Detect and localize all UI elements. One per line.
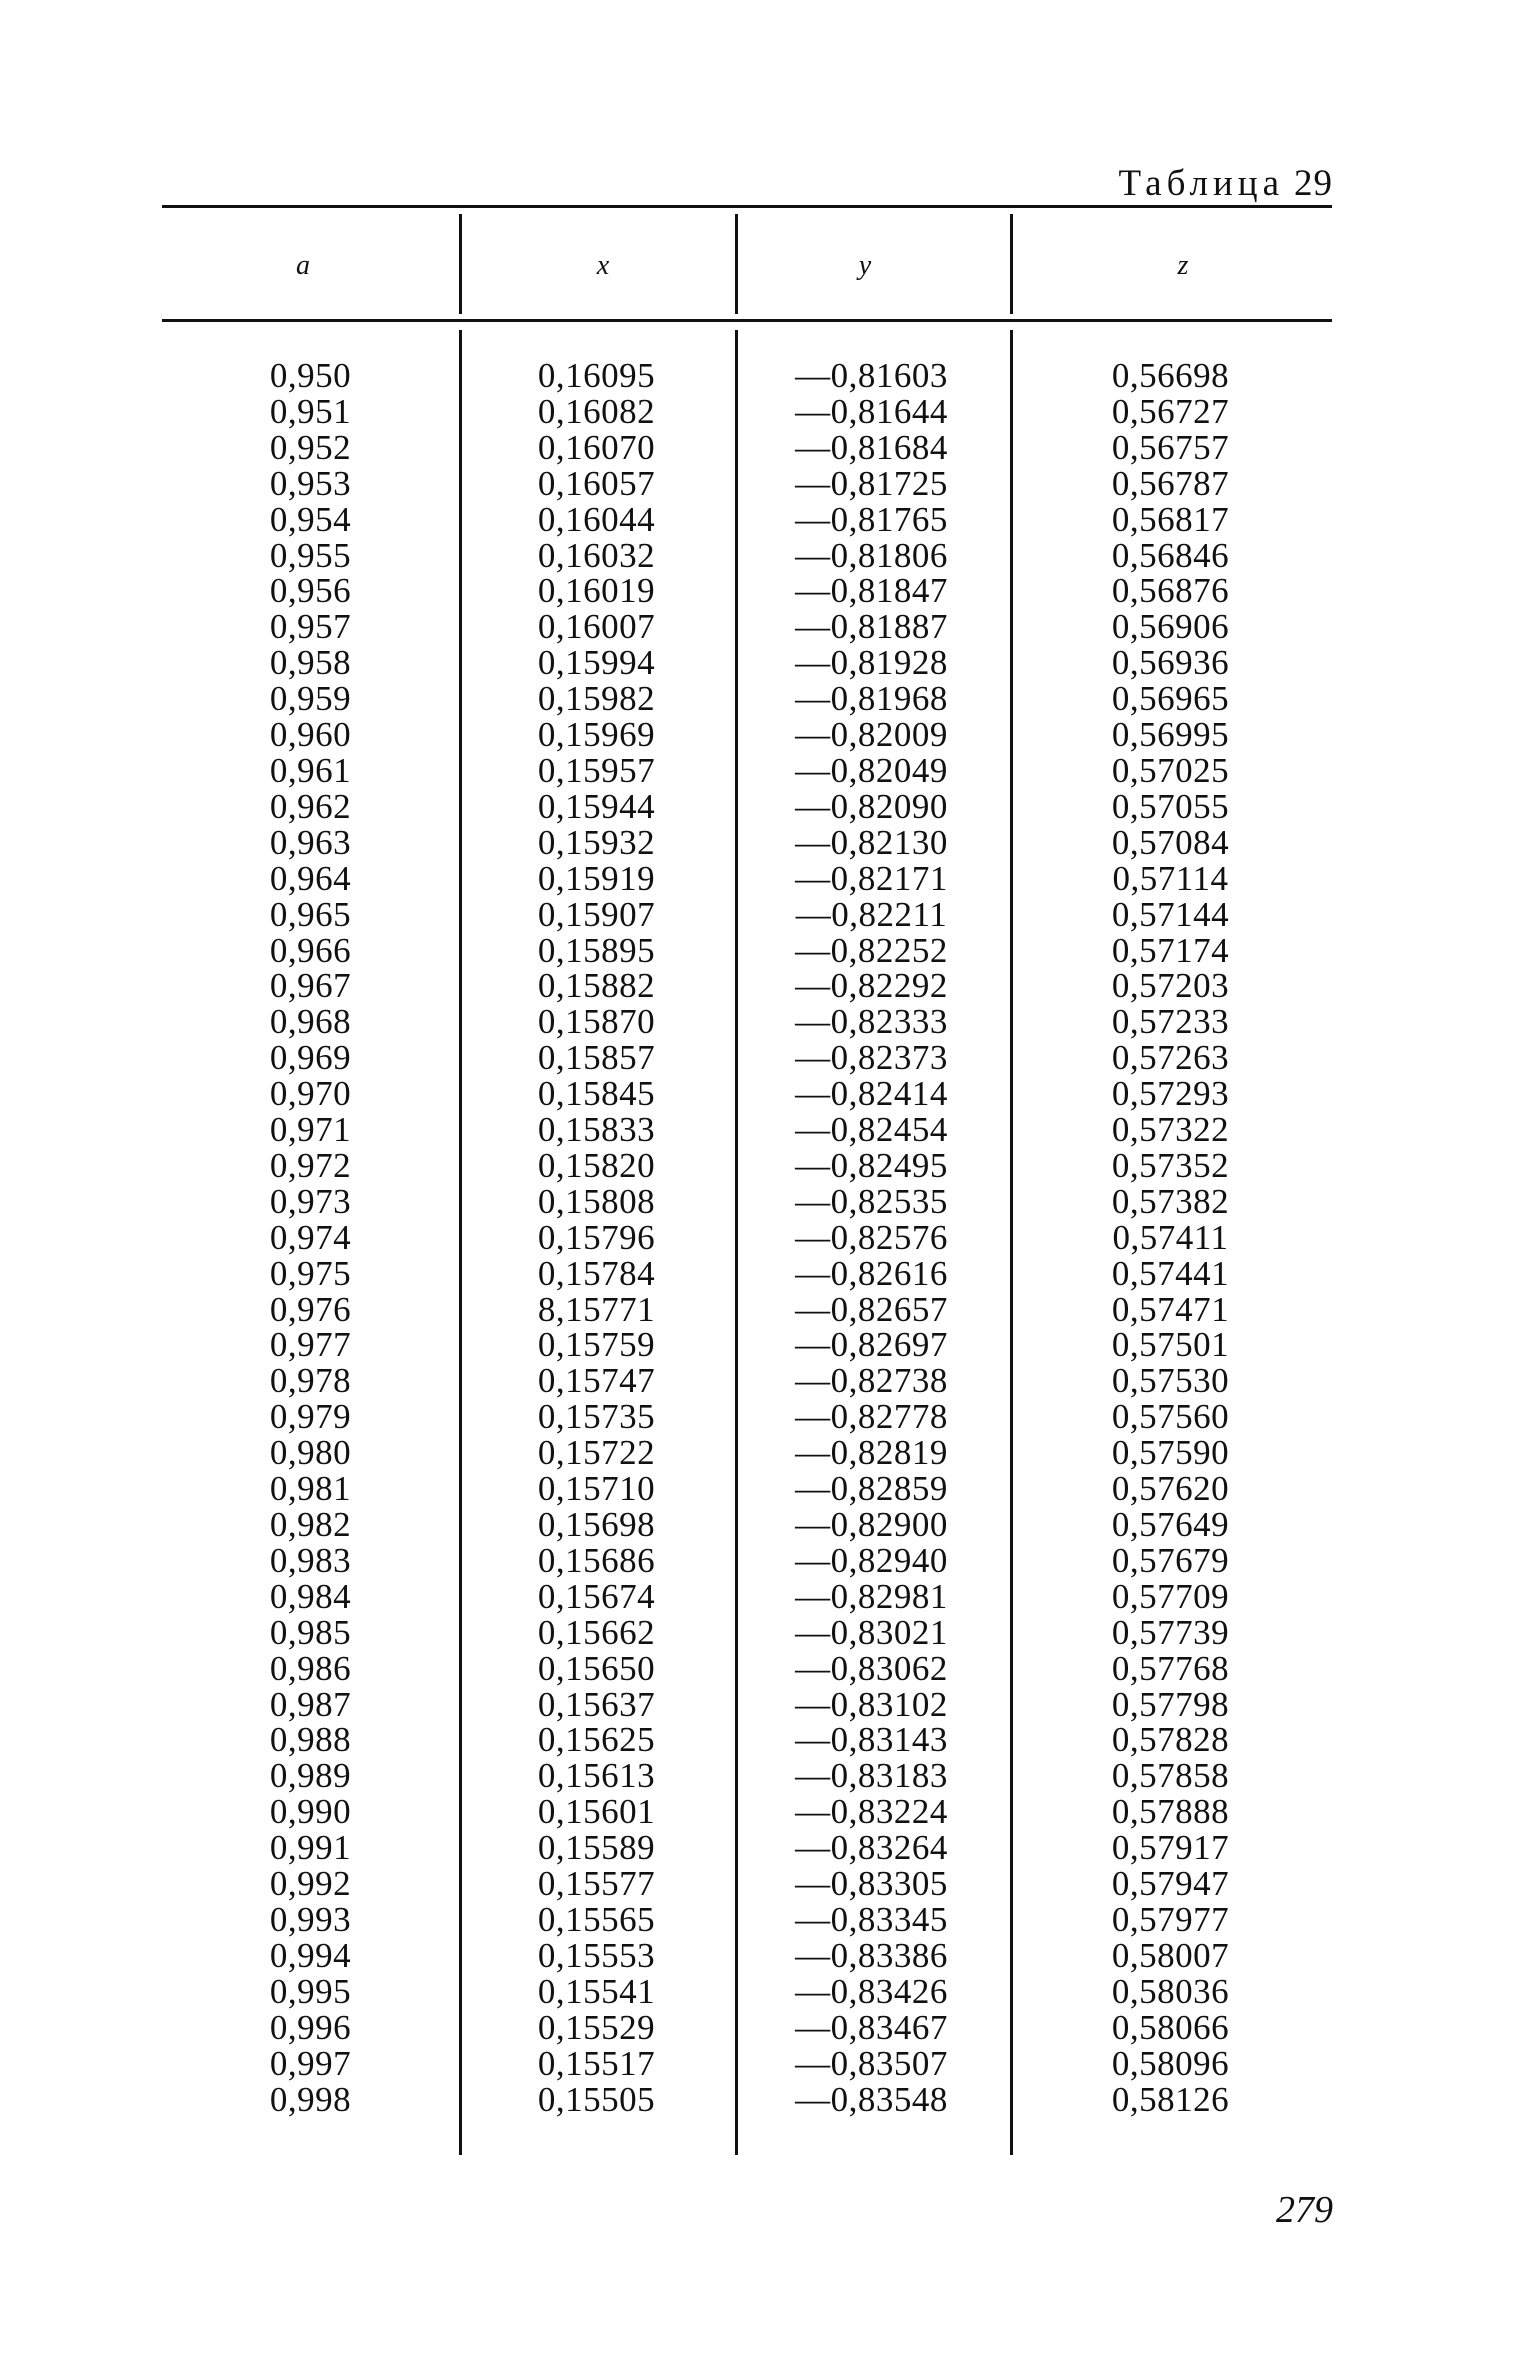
a-cell: 0,981 — [269, 1469, 352, 1509]
table-row — [162, 1615, 1332, 1651]
a-cell: 0,993 — [269, 1899, 352, 1939]
a-cell: 0,979 — [269, 1397, 352, 1437]
x-cell: 0,15808 — [537, 1181, 656, 1221]
y-cell: —0,83102 — [795, 1684, 948, 1724]
y-cell: —0,83264 — [795, 1828, 948, 1868]
a-cell: 0,952 — [269, 427, 352, 467]
page-number: 279 — [1276, 2189, 1333, 2231]
y-cell: —0,83183 — [795, 1756, 948, 1796]
x-cell: 0,16032 — [537, 535, 656, 575]
a-cell: 0,972 — [269, 1145, 352, 1185]
x-cell: 0,16007 — [537, 607, 656, 647]
x-cell: 8,15771 — [537, 1289, 656, 1329]
table-row — [162, 1830, 1332, 1866]
y-cell: —0,82697 — [795, 1325, 948, 1365]
z-cell: 0,56846 — [1111, 535, 1230, 575]
y-cell: —0,82130 — [795, 822, 948, 862]
table-row — [162, 1579, 1332, 1615]
y-cell: —0,82859 — [795, 1469, 948, 1509]
y-cell: —0,82900 — [795, 1505, 948, 1544]
z-cell: 0,57263 — [1111, 1038, 1230, 1078]
z-cell: 0,57620 — [1111, 1469, 1230, 1509]
x-cell: 0,15845 — [537, 1074, 656, 1114]
z-cell: 0,56876 — [1111, 571, 1230, 611]
z-cell: 0,57114 — [1112, 858, 1229, 898]
y-cell: —0,82535 — [795, 1181, 948, 1221]
column-header-z: z — [1177, 250, 1189, 281]
z-cell: 0,57768 — [1111, 1648, 1230, 1688]
a-cell: 0,982 — [269, 1505, 352, 1544]
a-cell: 0,991 — [269, 1828, 352, 1868]
a-cell: 0,977 — [269, 1325, 352, 1365]
z-cell: 0,57917 — [1111, 1828, 1230, 1868]
y-cell: —0,81928 — [795, 643, 948, 683]
x-cell: 0,16082 — [537, 391, 656, 431]
x-cell: 0,15650 — [537, 1648, 656, 1688]
z-cell: 0,57352 — [1111, 1145, 1230, 1185]
y-cell: —0,82373 — [795, 1038, 948, 1078]
table-row — [162, 1507, 1332, 1543]
y-cell: —0,82778 — [795, 1397, 948, 1437]
x-cell: 0,15857 — [537, 1038, 656, 1078]
y-cell: —0,83467 — [795, 2007, 948, 2047]
table-row — [162, 1902, 1332, 1938]
y-cell: —0,83426 — [795, 1971, 948, 2011]
a-cell: 0,960 — [269, 715, 352, 755]
y-cell: —0,82211 — [795, 894, 948, 934]
a-cell: 0,998 — [269, 2079, 352, 2119]
a-cell: 0,983 — [269, 1540, 352, 1580]
a-cell: 0,997 — [269, 2043, 352, 2083]
x-cell: 0,15505 — [537, 2079, 656, 2119]
a-cell: 0,963 — [269, 822, 352, 862]
y-cell: —0,82616 — [795, 1253, 948, 1293]
table-row — [162, 1256, 1332, 1292]
x-cell: 0,15674 — [537, 1576, 656, 1616]
a-cell: 0,967 — [269, 966, 352, 1006]
table-row — [162, 573, 1332, 609]
y-cell: —0,82009 — [795, 715, 948, 755]
table-row — [162, 1651, 1332, 1687]
z-cell: 0,56965 — [1111, 679, 1230, 719]
table-row — [162, 1040, 1332, 1076]
a-cell: 0,996 — [269, 2007, 352, 2047]
y-cell: —0,83143 — [795, 1720, 948, 1760]
z-cell: 0,57649 — [1111, 1505, 1230, 1544]
x-cell: 0,15553 — [537, 1935, 656, 1975]
z-cell: 0,58126 — [1111, 2079, 1230, 2119]
y-cell: —0,83021 — [795, 1612, 948, 1652]
z-cell: 0,57055 — [1111, 786, 1230, 826]
z-cell: 0,56817 — [1111, 499, 1230, 539]
z-cell: 0,57590 — [1111, 1433, 1230, 1473]
y-cell: —0,81968 — [795, 679, 948, 719]
table-row — [162, 466, 1332, 502]
table-row — [162, 430, 1332, 466]
a-cell: 0,957 — [269, 607, 352, 647]
x-cell: 0,16095 — [537, 356, 656, 395]
a-cell: 0,976 — [269, 1289, 352, 1329]
a-cell: 0,958 — [269, 643, 352, 683]
x-cell: 0,15919 — [537, 858, 656, 898]
x-cell: 0,15994 — [537, 643, 656, 683]
z-cell: 0,57530 — [1111, 1361, 1230, 1401]
y-cell: —0,81603 — [795, 356, 948, 395]
a-cell: 0,984 — [269, 1576, 352, 1616]
x-cell: 0,15957 — [537, 750, 656, 790]
table-row — [162, 394, 1332, 430]
a-cell: 0,975 — [269, 1253, 352, 1293]
x-cell: 0,15870 — [537, 1002, 656, 1042]
a-cell: 0,959 — [269, 679, 352, 719]
y-cell: —0,83386 — [795, 1935, 948, 1975]
table-row — [162, 358, 1332, 394]
x-cell: 0,15637 — [537, 1684, 656, 1724]
x-cell: 0,16057 — [537, 463, 656, 503]
table-row — [162, 717, 1332, 753]
x-cell: 0,15944 — [537, 786, 656, 826]
z-cell: 0,57411 — [1112, 1217, 1229, 1257]
x-cell: 0,15932 — [537, 822, 656, 862]
x-cell: 0,15722 — [537, 1433, 656, 1473]
a-cell: 0,964 — [269, 858, 352, 898]
z-cell: 0,56995 — [1111, 715, 1230, 755]
a-cell: 0,953 — [269, 463, 352, 503]
table-row — [162, 2046, 1332, 2082]
table-row — [162, 1363, 1332, 1399]
z-cell: 0,58036 — [1111, 1971, 1230, 2011]
a-cell: 0,978 — [269, 1361, 352, 1401]
z-cell: 0,57679 — [1111, 1540, 1230, 1580]
z-cell: 0,57441 — [1111, 1253, 1230, 1293]
y-cell: —0,82049 — [795, 750, 948, 790]
z-cell: 0,57233 — [1111, 1002, 1230, 1042]
z-cell: 0,56787 — [1111, 463, 1230, 503]
x-cell: 0,16044 — [537, 499, 656, 539]
z-cell: 0,57084 — [1111, 822, 1230, 862]
table-row — [162, 789, 1332, 825]
z-cell: 0,57709 — [1111, 1576, 1230, 1616]
y-cell: —0,82940 — [795, 1540, 948, 1580]
a-cell: 0,961 — [269, 750, 352, 790]
values-table-body — [162, 358, 1332, 2117]
table-row — [162, 1687, 1332, 1723]
z-cell: 0,57739 — [1111, 1612, 1230, 1652]
z-cell: 0,57025 — [1111, 750, 1230, 790]
a-cell: 0,995 — [269, 1971, 352, 2011]
table-row — [162, 933, 1332, 969]
x-cell: 0,15517 — [537, 2043, 656, 2083]
x-cell: 0,15541 — [537, 1971, 656, 2011]
z-cell: 0,57798 — [1111, 1684, 1230, 1724]
table-row — [162, 1794, 1332, 1830]
table-row — [162, 1184, 1332, 1220]
table-row — [162, 609, 1332, 645]
x-cell: 0,15589 — [537, 1828, 656, 1868]
x-cell: 0,15759 — [537, 1325, 656, 1365]
table-row — [162, 645, 1332, 681]
table-row — [162, 2010, 1332, 2046]
z-cell: 0,56727 — [1111, 391, 1230, 431]
z-cell: 0,57471 — [1111, 1289, 1230, 1329]
z-cell: 0,57977 — [1111, 1899, 1230, 1939]
table-row — [162, 502, 1332, 538]
a-cell: 0,994 — [269, 1935, 352, 1975]
table-row — [162, 1722, 1332, 1758]
x-cell: 0,16070 — [537, 427, 656, 467]
z-cell: 0,57501 — [1111, 1325, 1230, 1365]
x-cell: 0,15625 — [537, 1720, 656, 1760]
y-cell: —0,83548 — [795, 2079, 948, 2119]
z-cell: 0,58096 — [1111, 2043, 1230, 2083]
table-row — [162, 1974, 1332, 2010]
z-cell: 0,57203 — [1111, 966, 1230, 1006]
x-cell: 0,15577 — [537, 1864, 656, 1904]
x-cell: 0,15895 — [537, 930, 656, 970]
a-cell: 0,956 — [269, 571, 352, 611]
y-cell: —0,81725 — [795, 463, 948, 503]
y-cell: —0,82738 — [795, 1361, 948, 1401]
a-cell: 0,971 — [269, 1110, 352, 1150]
x-cell: 0,15820 — [537, 1145, 656, 1185]
z-cell: 0,56936 — [1111, 643, 1230, 683]
a-cell: 0,954 — [269, 499, 352, 539]
a-cell: 0,992 — [269, 1864, 352, 1904]
table-top-rule — [162, 205, 1332, 208]
y-cell: —0,81765 — [795, 499, 948, 539]
table-header-rule — [162, 319, 1332, 322]
table-row — [162, 861, 1332, 897]
table-row — [162, 1543, 1332, 1579]
y-cell: —0,81887 — [795, 607, 948, 647]
a-cell: 0,970 — [269, 1074, 352, 1114]
x-cell: 0,16019 — [537, 571, 656, 611]
a-cell: 0,966 — [269, 930, 352, 970]
y-cell: —0,83507 — [795, 2043, 948, 2083]
x-cell: 0,15907 — [537, 894, 656, 934]
a-cell: 0,985 — [269, 1612, 352, 1652]
x-cell: 0,15662 — [537, 1612, 656, 1652]
a-cell: 0,951 — [269, 391, 352, 431]
x-cell: 0,15529 — [537, 2007, 656, 2047]
z-cell: 0,57174 — [1111, 930, 1230, 970]
z-cell: 0,57322 — [1111, 1110, 1230, 1150]
a-cell: 0,969 — [269, 1038, 352, 1078]
table-row — [162, 1220, 1332, 1256]
z-cell: 0,57947 — [1111, 1864, 1230, 1904]
a-cell: 0,974 — [269, 1217, 352, 1257]
a-cell: 0,989 — [269, 1756, 352, 1796]
z-cell: 0,57560 — [1111, 1397, 1230, 1437]
a-cell: 0,950 — [269, 356, 352, 395]
x-cell: 0,15686 — [537, 1540, 656, 1580]
y-cell: —0,82981 — [795, 1576, 948, 1616]
column-header-y: y — [858, 250, 872, 281]
y-cell: —0,82333 — [795, 1002, 948, 1042]
z-cell: 0,57144 — [1111, 894, 1230, 934]
table-row — [162, 1076, 1332, 1112]
table-row — [162, 753, 1332, 789]
x-cell: 0,15796 — [537, 1217, 656, 1257]
table-row — [162, 1292, 1332, 1328]
table-caption-number: 29 — [1294, 163, 1333, 204]
z-cell: 0,57888 — [1111, 1792, 1230, 1832]
y-cell: —0,82657 — [795, 1289, 948, 1329]
table-row — [162, 897, 1332, 933]
z-cell: 0,57858 — [1111, 1756, 1230, 1796]
z-cell: 0,57293 — [1111, 1074, 1230, 1114]
z-cell: 0,56698 — [1111, 356, 1230, 395]
x-cell: 0,15833 — [537, 1110, 656, 1150]
table-row — [162, 1004, 1332, 1040]
column-header-a: a — [296, 250, 310, 281]
column-divider-1-header — [459, 214, 462, 314]
x-cell: 0,15613 — [537, 1756, 656, 1796]
a-cell: 0,968 — [269, 1002, 352, 1042]
y-cell: —0,83062 — [795, 1648, 948, 1688]
column-header-x: x — [596, 250, 610, 281]
table-row — [162, 1327, 1332, 1363]
y-cell: —0,82090 — [795, 786, 948, 826]
z-cell: 0,57382 — [1111, 1181, 1230, 1221]
x-cell: 0,15747 — [537, 1361, 656, 1401]
table-row — [162, 1471, 1332, 1507]
table-caption-label: Таблица — [1118, 163, 1284, 204]
y-cell: —0,83224 — [795, 1792, 948, 1832]
y-cell: —0,81847 — [795, 571, 948, 611]
x-cell: 0,15784 — [537, 1253, 656, 1293]
a-cell: 0,980 — [269, 1433, 352, 1473]
y-cell: —0,82495 — [795, 1145, 948, 1185]
table-row — [162, 538, 1332, 574]
x-cell: 0,15710 — [537, 1469, 656, 1509]
y-cell: —0,82171 — [795, 858, 948, 898]
a-cell: 0,955 — [269, 535, 352, 575]
x-cell: 0,15601 — [537, 1792, 656, 1832]
y-cell: —0,83305 — [795, 1864, 948, 1904]
table-row — [162, 1758, 1332, 1794]
table-row — [162, 1938, 1332, 1974]
a-cell: 0,986 — [269, 1648, 352, 1688]
table-row — [162, 1148, 1332, 1184]
table-row — [162, 825, 1332, 861]
y-cell: —0,81806 — [795, 535, 948, 575]
column-divider-2-header — [735, 214, 738, 314]
table-row — [162, 2082, 1332, 2118]
x-cell: 0,15969 — [537, 715, 656, 755]
table-row — [162, 681, 1332, 717]
z-cell: 0,56906 — [1111, 607, 1230, 647]
a-cell: 0,990 — [269, 1792, 352, 1832]
x-cell: 0,15565 — [537, 1899, 656, 1939]
table-caption — [1119, 162, 1334, 205]
table-row — [162, 1112, 1332, 1148]
z-cell: 0,57828 — [1111, 1720, 1230, 1760]
x-cell: 0,15698 — [537, 1505, 656, 1544]
y-cell: —0,82454 — [795, 1110, 948, 1150]
y-cell: —0,82576 — [795, 1217, 948, 1257]
x-cell: 0,15982 — [537, 679, 656, 719]
a-cell: 0,965 — [269, 894, 352, 934]
z-cell: 0,58066 — [1111, 2007, 1230, 2047]
y-cell: —0,82252 — [795, 930, 948, 970]
table-row — [162, 1399, 1332, 1435]
y-cell: —0,82819 — [795, 1433, 948, 1473]
x-cell: 0,15882 — [537, 966, 656, 1006]
x-cell: 0,15735 — [537, 1397, 656, 1437]
values-table — [162, 358, 1332, 2117]
table-row — [162, 968, 1332, 1004]
a-cell: 0,973 — [269, 1181, 352, 1221]
a-cell: 0,987 — [269, 1684, 352, 1724]
table-row — [162, 1866, 1332, 1902]
z-cell: 0,56757 — [1111, 427, 1230, 467]
column-divider-3-header — [1010, 214, 1013, 314]
a-cell: 0,988 — [269, 1720, 352, 1760]
y-cell: —0,81644 — [795, 391, 948, 431]
y-cell: —0,82292 — [795, 966, 948, 1006]
y-cell: —0,81684 — [795, 427, 948, 467]
y-cell: —0,83345 — [795, 1899, 948, 1939]
y-cell: —0,82414 — [795, 1074, 948, 1114]
table-row — [162, 1435, 1332, 1471]
z-cell: 0,58007 — [1111, 1935, 1230, 1975]
a-cell: 0,962 — [269, 786, 352, 826]
